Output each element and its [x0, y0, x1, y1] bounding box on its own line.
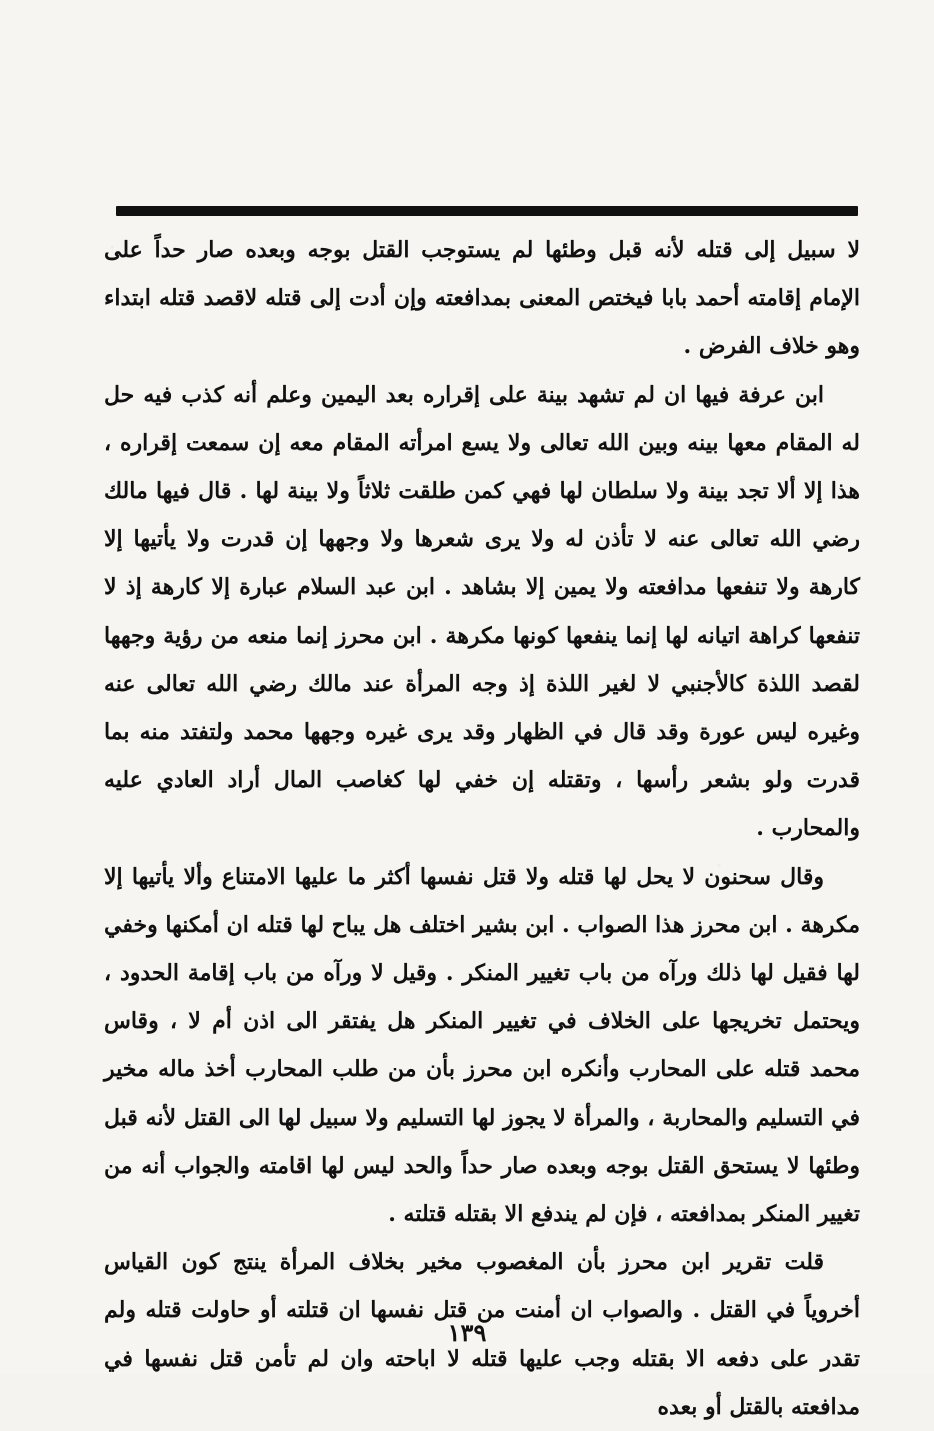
- paragraph-1: لا سبيل إلى قتله لأنه قبل وطئها لم يستوجب القتل بوجه وبعده صار حداً على الإمام إقامته أحمد بابا فيختص المعنى بمدافعته وإن أدت إلى قتله لاقصد قتله ابتداء وهو خلاف الفرض .: [104, 237, 860, 360]
- paragraph-3: وقال سحنون لا يحل لها قتله ولا قتل نفسها أكثر ما عليها الامتناع وألا يأتيها إلا مكرهة . ابن محرز هذا الصواب . ابن بشير اختلف هل يباح لها قتله ان أمكنها وخفي لها فقيل لها ذلك ورآه من باب تغيير المنكر . وقيل لا ورآه من باب إقامة الحدود ، ويحتمل تخريجها على الخلاف في تغيير المنكر هل يفتقر الى اذن أم لا ، وقاس محمد قتله على المحارب وأنكره ابن محرز بأن من طلب المحارب أخذ ماله مخير في التسليم والمحاربة ، والمرأة لا يجوز لها التسليم ولا سبيل لها الى القتل لأنه قبل وطئها لا يستحق القتل بوجه وبعده صار حداً والحد ليس لها اقامته والجواب أنه من تغيير المنكر بمدافعته ، فإن لم يندفع الا بقتله قتلته .: [104, 863, 860, 1228]
- paragraph-2: ابن عرفة فيها ان لم تشهد بينة على إقراره بعد اليمين وعلم أنه كذب فيه حل له المقام معها بينه وبين الله تعالى ولا يسع امرأته المقام معه إن سمعت إقراره ، هذا إلا ألا تجد بينة ولا سلطان لها فهي كمن طلقت ثلاثاً ولا بينة لها . قال فيها مالك رضي الله تعالى عنه لا تأذن له ولا يرى شعرها ولا وجهها إن قدرت ولا يأتيها إلا كارهة ولا تنفعها مدافعته ولا يمين إلا بشاهد . ابن عبد السلام عبارة إلا كارهة إذ لا تنفعها كراهة اتيانه لها إنما ينفعها كونها مكرهة . ابن محرز إنما منعه من رؤية وجهها لقصد اللذة كالأجنبي لا لغير اللذة إذ وجه المرأة عند مالك رضي الله تعالى عنه وغيره ليس عورة وقد قال في الظهار وقد يرى غيره وجهها محمد ولتفتد منه بما قدرت ولو بشعر رأسها ، وتقتله إن خفي لها كغاصب المال أراد العادي عليه والمحارب .: [104, 381, 860, 842]
- header-rule: [116, 206, 858, 216]
- paragraph-4: قلت تقرير ابن محرز بأن المغصوب مخير بخلاف المرأة ينتج كون القياس أخروياً في القتل . والصواب ان أمنت من قتل نفسها ان قتلته أو حاولت قتله ولم تقدر على دفعه الا بقتله وجب عليها قتله لا اباحته وان لم تأمن قتل نفسها في مدافعته بالقتل أو بعده: [104, 1249, 860, 1420]
- page-number: ١٣٩: [447, 1318, 487, 1347]
